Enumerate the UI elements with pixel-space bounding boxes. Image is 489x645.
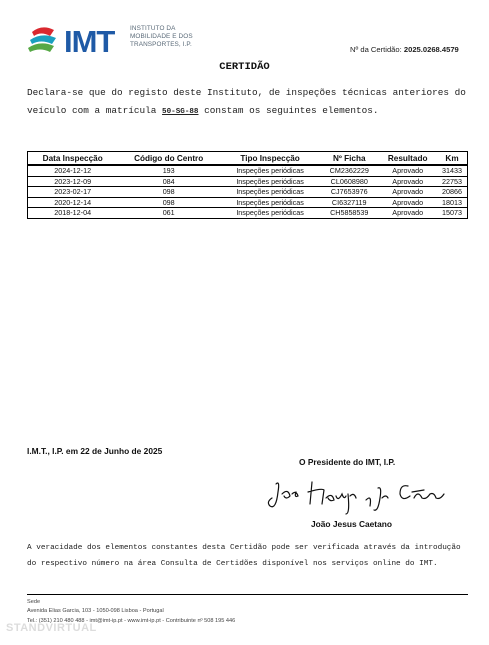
col-header-date: Data Inspecção [28,152,118,166]
cell-km: 22753 [437,176,467,187]
signature-stroke [308,482,356,514]
cell-date: 2018-12-04 [28,208,118,219]
intro-text: Declara-se que do registo deste Instituto, de inspeções técnicas anteriores do veículo com a matrícula [27,87,466,116]
cell-type: Inspeções periódicas [220,176,320,187]
cell-result: Aprovado [378,165,437,176]
certificate-number [350,45,459,54]
cell-sheet: CM2362229 [320,165,378,176]
place-and-date: I.M.T., I.P. em 22 de Junho de 2025 [27,446,163,456]
table-row [28,176,468,187]
col-header-type: Tipo Inspecção [220,152,320,166]
cell-date: 2023-02-17 [28,187,118,198]
cell-date: 2023-12-09 [28,176,118,187]
certificate-label: Nº da Certidão: [350,45,402,54]
footer-divider [27,594,468,595]
president-name: João Jesus Caetano [311,519,392,529]
imt-logo [28,22,128,56]
cell-result: Aprovado [378,208,437,219]
logo-teal-wave-icon [30,35,56,44]
table-row [28,197,468,208]
president-title: O Presidente do IMT, I.P. [299,457,396,467]
col-header-result: Resultado [378,152,437,166]
table-row [28,208,468,219]
footer-contacts: Tel.: (351) 210 480 488 - imt@imt-ip.pt - www.imt-ip.pt - Contribuinte nº 508 195 446 [27,617,236,624]
col-header-km: Km [437,152,467,166]
table-header-row [28,152,468,166]
logo-green-wave-icon [28,43,54,52]
signature-stroke [400,486,444,499]
table-row [28,165,468,176]
cell-result: Aprovado [378,176,437,187]
logo-wordmark: IMT [64,24,115,56]
cell-sheet: CL0608980 [320,176,378,187]
cell-center: 061 [117,208,220,219]
logo-red-wave-icon [32,27,54,36]
cell-date: 2020-12-14 [28,197,118,208]
cell-type: Inspeções periódicas [220,165,320,176]
cell-center: 098 [117,197,220,208]
cell-sheet: CH5858539 [320,208,378,219]
watermark: STANDVIRTUAL [6,622,97,634]
intro-paragraph [27,84,472,121]
intro-text-end: constam os seguintes elementos. [198,105,379,116]
cell-type: Inspeções periódicas [220,197,320,208]
institute-line: TRANSPORTES, I.P. [130,41,192,48]
col-header-sheet: Nº Ficha [320,152,378,166]
cell-sheet: CJ7653976 [320,187,378,198]
handwritten-signature [262,470,452,518]
cell-type: Inspeções periódicas [220,208,320,219]
document-title: CERTIDÃO [219,61,270,73]
col-header-center: Código do Centro [117,152,220,166]
table-row [28,187,468,198]
license-plate: 50-SG-88 [162,108,199,116]
certificate-value: 2025.0268.4579 [403,45,459,54]
cell-km: 18013 [437,197,467,208]
signature-stroke [268,483,278,507]
cell-km: 15073 [437,208,467,219]
cell-result: Aprovado [378,197,437,208]
cell-center: 084 [117,176,220,187]
cell-type: Inspeções periódicas [220,187,320,198]
institute-line: MOBILIDADE E DOS [130,33,193,40]
institute-name [130,25,193,49]
cell-km: 20866 [437,187,467,198]
cell-km: 31433 [437,165,467,176]
cell-center: 098 [117,187,220,198]
cell-date: 2024-12-12 [28,165,118,176]
footer-label: Sede [27,599,41,605]
footer-address-line: Avenida Elias Garcia, 103 - 1050-098 Lisboa - Portugal [27,608,164,615]
cell-result: Aprovado [378,187,437,198]
signature-stroke [282,491,298,498]
institute-line: INSTITUTO DA [130,25,176,32]
cell-sheet: CI6327119 [320,197,378,208]
cell-center: 193 [117,165,220,176]
inspections-table [27,151,468,219]
verification-note: A veracidade dos elementos constantes desta Certidão pode ser verificada através da introdução do respectivo número na área Consulta de Certidões disponível nos serviços online do IMT. [27,544,461,569]
signature-stroke [366,488,388,511]
